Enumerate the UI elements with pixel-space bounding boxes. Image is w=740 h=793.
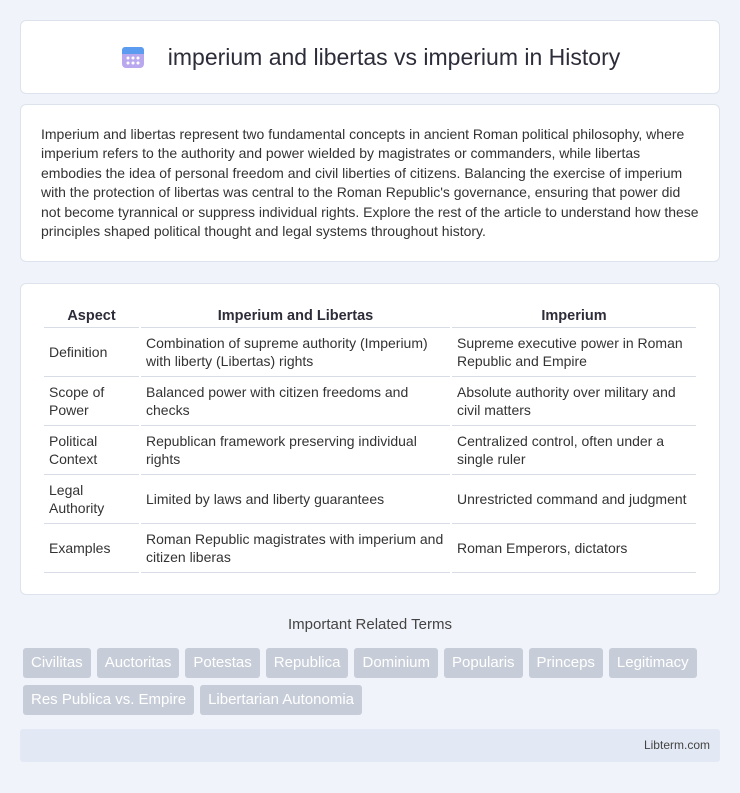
table-cell: Political Context	[44, 426, 139, 475]
related-term-tag[interactable]: Republica	[266, 648, 349, 678]
related-terms-list	[23, 648, 723, 722]
related-term-tag[interactable]: Potestas	[185, 648, 259, 678]
related-term-tag[interactable]: Res Publica vs. Empire	[23, 685, 194, 715]
comparison-card	[20, 283, 720, 595]
table-row	[44, 475, 696, 524]
header-aspect: Aspect	[44, 304, 139, 328]
table-cell: Balanced power with citizen freedoms and checks	[141, 377, 450, 426]
table-row	[44, 377, 696, 426]
related-term-tag[interactable]: Princeps	[529, 648, 603, 678]
related-term-tag[interactable]: Dominium	[354, 648, 438, 678]
table-cell: Roman Emperors, dictators	[452, 524, 696, 573]
table-row	[44, 524, 696, 573]
related-terms-title: Important Related Terms	[288, 616, 452, 633]
table-cell: Republican framework preserving individual rights	[141, 426, 450, 475]
table-row	[44, 426, 696, 475]
calendar-icon	[120, 44, 146, 70]
table-cell: Supreme executive power in Roman Republic and Empire	[452, 328, 696, 377]
footer	[20, 729, 720, 762]
intro-paragraph: Imperium and libertas represent two fundamental concepts in ancient Roman political philosophy, where imperium refers to the authority and power wielded by magistrates or commanders, while libertas embodies the idea of personal freedom and civil liberties of citizens. Balancing the exercise of imperium with the protection of libertas was central to the Roman Republic's governance, ensuring that power did not become tyrannical or suppress individual rights. Explore the rest of the article to understand how these principles shaped political thought and legal systems throughout history.	[41, 126, 699, 240]
related-term-tag[interactable]: Popularis	[444, 648, 523, 678]
related-term-tag[interactable]: Auctoritas	[97, 648, 180, 678]
header-imperium-and-libertas: Imperium and Libertas	[141, 304, 450, 328]
table-cell: Unrestricted command and judgment	[452, 475, 696, 524]
related-term-tag[interactable]: Libertarian Autonomia	[200, 685, 362, 715]
header-imperium: Imperium	[452, 304, 696, 328]
table-cell: Examples	[44, 524, 139, 573]
table-cell: Definition	[44, 328, 139, 377]
table-cell: Roman Republic magistrates with imperium and citizen liberas	[141, 524, 450, 573]
title-card	[20, 20, 720, 94]
table-cell: Legal Authority	[44, 475, 139, 524]
table-header-row	[44, 304, 696, 328]
related-term-tag[interactable]: Legitimacy	[609, 648, 697, 678]
table-cell: Scope of Power	[44, 377, 139, 426]
table-cell: Combination of supreme authority (Imperium) with liberty (Libertas) rights	[141, 328, 450, 377]
page-title: imperium and libertas vs imperium in History	[167, 43, 621, 70]
related-term-tag[interactable]: Civilitas	[23, 648, 91, 678]
footer-site-link[interactable]: Libterm.com	[643, 738, 710, 752]
comparison-table	[42, 304, 698, 573]
table-cell: Absolute authority over military and civil matters	[452, 377, 696, 426]
table-cell: Centralized control, often under a single ruler	[452, 426, 696, 475]
intro-card	[20, 104, 720, 262]
table-row	[44, 328, 696, 377]
table-cell: Limited by laws and liberty guarantees	[141, 475, 450, 524]
